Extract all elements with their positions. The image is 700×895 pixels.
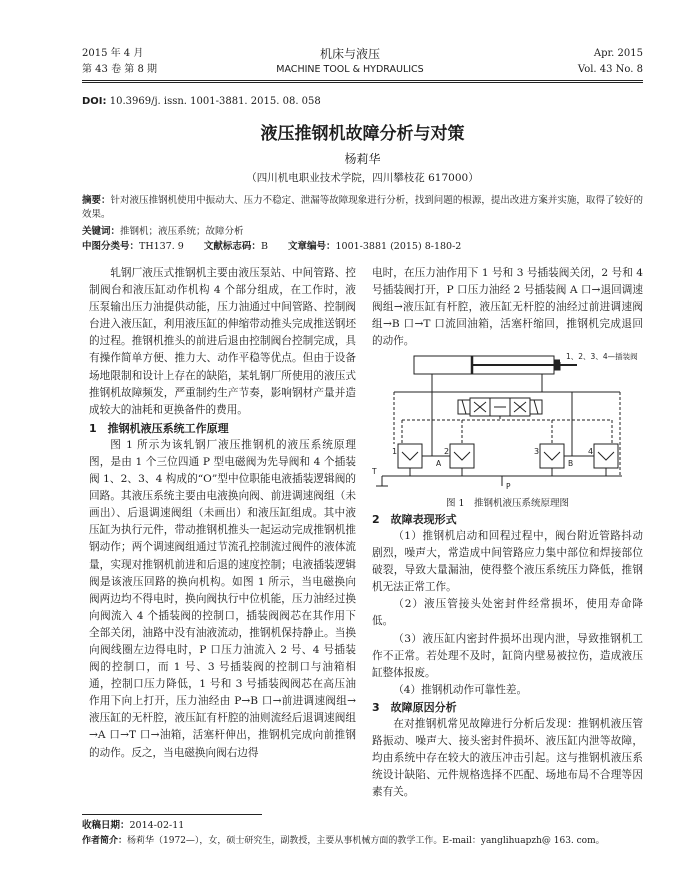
- article-title: 液压推钢机故障分析与对策: [260, 124, 465, 144]
- received-value: 2014-02-11: [129, 820, 185, 831]
- clc-label: 中图分类号：: [82, 241, 140, 252]
- valve-label-1: 1: [392, 447, 398, 456]
- author-name: 杨莉华: [344, 152, 381, 166]
- author-bio-value: 杨莉华（1972—），女，硕士研究生，副教授，主要从事机械方面的教学工作。E-mail：yanglihuapzh@ 163. com。: [127, 836, 605, 846]
- cartridge-valve-2: [450, 444, 474, 476]
- author-affiliation: （四川机电职业技术学院，四川攀枝花 617000）: [246, 172, 479, 184]
- figure-1-caption: 图 1 推钢机液压系统原理图: [445, 498, 570, 509]
- keywords-label: 关键词：: [82, 226, 121, 237]
- journal-name-cn: 机床与液压: [319, 47, 380, 61]
- left-column: [89, 265, 356, 762]
- footnote-rule: [82, 814, 262, 815]
- journal-name-en: MACHINE TOOL & HYDRAULICS: [276, 64, 424, 75]
- article-no-value: 1001-3881 (2015) 8-180-2: [335, 241, 462, 252]
- header-volume-cn: 第 43 卷 第 8 期: [82, 64, 157, 75]
- clc-value: TH137. 9: [139, 241, 184, 252]
- header-rule: [82, 80, 643, 81]
- valve-label-3: 3: [534, 447, 540, 456]
- article-no-label: 文章编号：: [287, 241, 336, 252]
- header-date-cn: 2015 年 4 月: [82, 48, 144, 59]
- right-column-top: [372, 265, 643, 350]
- cylinder-rod-end: [554, 360, 560, 370]
- doi-line: [82, 95, 321, 109]
- section-2-item-2: （2）液压管接头处密封件经常损坏，使用寿命降低。: [372, 598, 643, 628]
- doc-code-label: 文献标志码：: [203, 241, 261, 252]
- figure-legend: 1、2、3、4—插装阀: [566, 352, 638, 361]
- header-volume-en: Vol. 43 No. 8: [577, 64, 643, 75]
- valve-cross-arrows: [474, 402, 486, 412]
- received-label: 收稿日期：: [82, 820, 130, 831]
- author-bio-label: 作者简介：: [82, 836, 128, 846]
- port-label-a: A: [436, 459, 442, 468]
- classification-line: [82, 240, 643, 254]
- header-date-en: Apr. 2015: [593, 48, 643, 59]
- received-date: [82, 818, 643, 833]
- abstract-text: 针对液压推钢机使用中振动大、压力不稳定、泄漏等故障现象进行分析，找到问题的根源，提出改进方案并实施，取得了较好的效果。: [82, 195, 643, 220]
- header-rule-thin: [82, 82, 643, 83]
- section-2-heading: 2 故障表现形式: [372, 513, 457, 526]
- doi-label: DOI:: [82, 96, 107, 107]
- section-1-heading: 1 推钢机液压系统工作原理: [89, 421, 229, 435]
- port-label-p: P: [506, 482, 511, 491]
- section-3-heading: 3 故障原因分析: [372, 700, 457, 714]
- cartridge-valve-1: [398, 444, 422, 476]
- port-label-b: B: [568, 459, 574, 468]
- section-2-item-4: （4）推钢机动作可靠性差。: [393, 683, 528, 696]
- author-bio: [82, 834, 643, 849]
- section-1-continued: 电时，在压力油作用下 1 号和 3 号插装阀关闭，2 号和 4 号插装阀打开，P 口压力油经 2 号插装阀 A 口→退回调速阀组→液压缸有杆腔，液压缸无杆腔的油经过前进调速阀组→B 口→T 口流回油箱，活塞杆缩回，推钢机完成退回的动作。: [372, 267, 643, 348]
- intro-paragraph: 轧钢厂液压式推钢机主要由液压泵站、中间管路、控制阀台和液压缸动作机构 4 个部分组成，在工作时，液压泵输出压力油提供动能，压力油通过中间管路、控制阀台进入液压缸，利用液压缸的伸缩带动推头完成推送钢坯的过程。推钢机推头的前进后退由控制阀台控制完成，具有操作简单方便、推力大、动作平稳等优点。但由于设备场地限制和设计上存在的缺陷，某轧钢厂所使用的液压式推钢机故障频发，严重制约生产节奏，影响钢材产量并造成较大的油耗和更换备件的费用。: [89, 267, 356, 416]
- section-3-paragraph: 在对推钢机常见故障进行分析后发现：推钢机液压管路振动、噪声大、接头密封件损坏、液压缸内泄等故障，均由系统中存在较大的液压冲击引起。这与推钢机液压系统设计缺陷、元件规格选择不匹配、场地布局不合理等因素有关。: [372, 717, 643, 799]
- keywords: [82, 225, 643, 239]
- right-column-bottom: [372, 511, 643, 801]
- doc-code-value: B: [260, 241, 268, 252]
- abstract: [82, 194, 643, 222]
- cartridge-valve-3: [540, 444, 564, 476]
- abstract-label: 摘要：: [82, 195, 111, 206]
- port-label-t: T: [372, 467, 377, 476]
- cartridge-valve-4: [594, 444, 618, 476]
- section-1-paragraph: 图 1 所示为该轧钢厂液压推钢机的液压系统原理图，是由 1 个三位四通 P 型电磁阀为先导阀和 4 个插装阀 1、2、3、4 构成的“O”型中位职能电液插装逻辑阀的回路。其液压系统主要由电液换向阀、前进调速阀组（未画出）、后退调速阀组（未画出）和液压缸组成。其中液压缸为执行元件，带动推钢机推头一起运动完成推钢机推钢动作；两个调速阀组通过节流孔控制流过阀件的液体流量，实现对推钢机前进和后退的速度控制；电液插装逻辑阀是该液压回路的换向机构。如图 1 所示，当电磁换向阀两边均不得电时，换向阀执行中位机能，压力油经过换向阀流入 4 个插装阀的控制口，插装阀阀芯在其作用下全部关闭，油路中没有油液流动，推钢机保持静止。当换向阀线圈左边得电时，P 口压力油流入 2 号、4 号插装阀的控制口，而 1 号、3 号插装阀的控制口与油箱相通，控制口压力降低，1 号和 3 号插装阀阀芯在高压油作用下向上打开，压力油经由 P→B 口→前进调速阀组→液压缸的无杆腔，液压缸有杆腔的油则流经后退调速阀组→A 口→T 口→油箱，活塞杆伸出，推钢机完成向前推钢的动作。反之，当电磁换向阀右边得: [89, 438, 356, 759]
- section-2-item-3: （3）液压缸内密封件损坏出现内泄，导致推钢机工作不正常。若处理不及时，缸筒内壁易被拉伤，造成液压缸整体报废。: [372, 632, 643, 679]
- hydraulic-schematic-figure: [372, 348, 643, 493]
- doi-value: 10.3969/j. issn. 1001-3881. 2015. 08. 058: [109, 96, 321, 107]
- keywords-text: 推钢机；液压系统；故障分析: [120, 226, 244, 237]
- valve-label-2: 2: [444, 447, 450, 456]
- section-2-item-1: （1）推钢机启动和回程过程中，阀台附近管路抖动剧烈，噪声大，常造成中间管路应力集中部位和焊接部位破裂，导致大量漏油，使得整个液压系统压力降低，推钢机无法正常工作。: [372, 530, 643, 594]
- pilot-control-lines: [394, 392, 620, 476]
- valve-label-4: 4: [588, 447, 594, 456]
